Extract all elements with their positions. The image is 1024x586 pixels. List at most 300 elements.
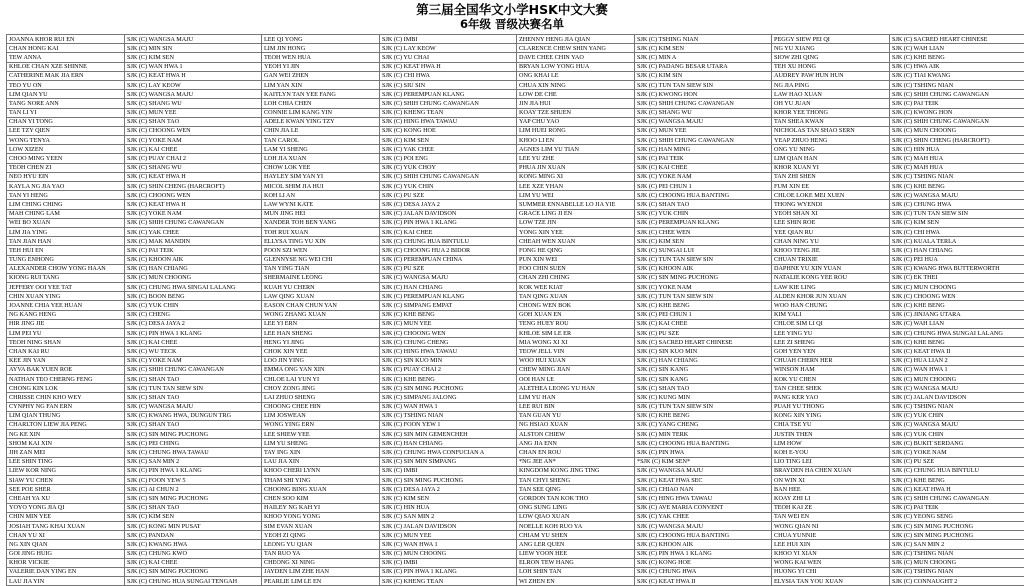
school-name-cell: SJK (C) HING HWA TAWAU [380, 347, 517, 356]
student-name-cell: LIM HUEI RONG [517, 126, 635, 135]
school-name-cell: SJK (C) HIN HUA [890, 145, 1024, 154]
student-name-cell: PHUA JIN XUAN [517, 163, 635, 172]
school-name-cell: SJK (C) PIN HWA 1 KLANG [125, 329, 262, 338]
school-name-cell: SJK (C) PAI TEIK [125, 246, 262, 255]
student-name-cell: ELYSIA TAN YOU XUAN [772, 577, 890, 586]
school-name-cell: SJK (C) AI CHUN 2 [125, 485, 262, 494]
school-name-cell: SJK (C) KAI CHEE [125, 145, 262, 154]
table-row [7, 99, 1024, 108]
student-name-cell: LEE RUI BIN [517, 402, 635, 411]
school-name-cell: SJK (C) KHE BENG [635, 301, 772, 310]
student-name-cell: NATALIE KONG YEE ROU [772, 273, 890, 282]
student-name-cell: FONG HE QING [517, 246, 635, 255]
table-row [7, 182, 1024, 191]
table-row [7, 108, 1024, 117]
school-name-cell: SJK (C) KHE BENG [890, 476, 1024, 485]
student-name-cell: KONG MING XI [517, 172, 635, 181]
school-name-cell: SJK (C) TIAI KWANG [890, 71, 1024, 80]
student-name-cell: LAU JIA XIN [262, 457, 380, 466]
table-row [7, 237, 1024, 246]
student-name-cell: JOANNE CHIA YEE HUAN [7, 301, 125, 310]
student-name-cell: KHLOE CHAN XZE SHINNE [7, 62, 125, 71]
page-subtitle: 6年级 晋级决赛名单 [0, 17, 1024, 31]
student-name-cell: WONG ZHANG XUAN [262, 310, 380, 319]
student-name-cell: LAI ZHUO SHENG [262, 393, 380, 402]
school-name-cell: SJK (C) SHIH CHUNG CAWANGAN [125, 365, 262, 374]
table-row [7, 200, 1024, 209]
student-name-cell: CHUAH CHERN HER [772, 356, 890, 365]
student-name-cell: CHLOE SIM LI QI [772, 319, 890, 328]
student-name-cell: ONG SUNG LING [517, 503, 635, 512]
table-row [7, 402, 1024, 411]
student-name-cell: NG JIA PING [772, 80, 890, 89]
table-row [7, 145, 1024, 154]
student-name-cell: WONG TENYA [7, 136, 125, 145]
school-name-cell: SJK (C) CHUNG CHENG [380, 338, 517, 347]
table-row [7, 411, 1024, 420]
student-name-cell: LOW TZE JIN [517, 218, 635, 227]
school-name-cell: SJK (C) MAH HUA [890, 154, 1024, 163]
student-name-cell: KIM YALI [772, 310, 890, 319]
school-name-cell: SJK (C) WAN HWA 1 [125, 62, 262, 71]
student-name-cell: TEOW JELL VIN [517, 347, 635, 356]
student-name-cell: THAM SHI YING [262, 476, 380, 485]
student-name-cell: TAN RUO YA [262, 549, 380, 558]
school-name-cell: SJK (C) SHIH CHUNG CAWANGAN [380, 99, 517, 108]
student-name-cell: CHEW MING JIAN [517, 365, 635, 374]
student-name-cell: CHOK XIN YEE [262, 347, 380, 356]
school-name-cell: SJK (C) PIN HWA [635, 448, 772, 457]
student-name-cell: ONG YU NING [772, 145, 890, 154]
student-name-cell: MUN JING HEI [262, 209, 380, 218]
student-name-cell: LIM QIAN YU [7, 90, 125, 99]
student-name-cell: KOK YU CHEN [772, 374, 890, 383]
school-name-cell: SJK (C) KEAT HWA II [890, 347, 1024, 356]
student-name-cell: TEW ANNA [7, 53, 125, 62]
student-name-cell: CONNIE LIM KANG YIN [262, 108, 380, 117]
table-row [7, 393, 1024, 402]
student-name-cell: KHOR VICKIE [7, 558, 125, 567]
school-name-cell: SJK (C) LAY KEOW [380, 44, 517, 53]
student-name-cell: LIEW KOR NING [7, 466, 125, 475]
table-row [7, 329, 1024, 338]
school-name-cell: SJK (C) MAH HUA [890, 163, 1024, 172]
school-name-cell: SJK (C) PIN HWA 1 KLANG [125, 466, 262, 475]
student-name-cell: KUAH YU CHERN [262, 283, 380, 292]
student-name-cell: TAN YI HENG [7, 191, 125, 200]
school-name-cell: SJK (C) SAN MIN 2 [380, 512, 517, 521]
school-name-cell: SJK (C) MUN YEE [380, 319, 517, 328]
school-name-cell: SJK (C) KHE BENG [890, 53, 1024, 62]
school-name-cell: SJK (C) SHAN TAO [125, 503, 262, 512]
school-name-cell: SJK (C) YAK CHEE [380, 145, 517, 154]
school-name-cell: SJK (C) WAH LIAN [890, 319, 1024, 328]
student-name-cell: GAN WEI ZHEN [262, 71, 380, 80]
student-name-cell: CHAN ZHI CHING [517, 273, 635, 282]
school-name-cell: SJK (C) WANGSA MAJU [125, 35, 262, 44]
student-name-cell: CHLOE LAI YUN YI [262, 374, 380, 383]
page-title: 第三届全国华文小学HSK中文大赛 [0, 3, 1024, 17]
student-name-cell: CHONG WEN BOK [517, 301, 635, 310]
student-name-cell: PUAH YU THONG [772, 402, 890, 411]
table-row [7, 246, 1024, 255]
student-name-cell: NEO HYU EIN [7, 172, 125, 181]
school-name-cell: SJK (C) CHIAO NAN [635, 485, 772, 494]
school-name-cell: SJK (C) KAI CHEE [635, 319, 772, 328]
student-name-cell: JEFFERY OOI YEE TAT [7, 283, 125, 292]
student-name-cell: CHARLTON LIEW JIA PENG [7, 420, 125, 429]
school-name-cell: SJK (C) HAN CHIANG [635, 356, 772, 365]
school-name-cell: SJK (C) KEAT HWA H [125, 71, 262, 80]
student-name-cell: YEOH YI JIN [262, 62, 380, 71]
student-name-cell: CHAN YU XI [7, 531, 125, 540]
school-name-cell: SJK (C) KIM SEN [125, 512, 262, 521]
school-name-cell: SJK (C) SHAN TAO [125, 117, 262, 126]
table-row [7, 356, 1024, 365]
student-name-cell: CHOO MING YEEN [7, 154, 125, 163]
student-name-cell: JOANNA KHOR RUI EN [7, 35, 125, 44]
school-name-cell: SJK (C) PAI TEIK [635, 154, 772, 163]
student-name-cell: KINGDOM KONG JING TING [517, 466, 635, 475]
school-name-cell: SJK (C) HAN CHIANG [125, 264, 262, 273]
student-name-cell: CHIA TSE YU [772, 420, 890, 429]
school-name-cell: SJK (C) PEI CHUN 1 [635, 310, 772, 319]
school-name-cell: SJK (C) KAI CHEE [635, 163, 772, 172]
school-name-cell: SJK (C) YOKE NAM [635, 283, 772, 292]
student-name-cell: VALERIE DAN YING EN [7, 567, 125, 576]
school-name-cell: SJK (C) TSHING NIAN [890, 567, 1024, 576]
student-name-cell: KHOR XUAN YI [772, 163, 890, 172]
school-name-cell: SJK (C) YAK CHEE [635, 512, 772, 521]
school-name-cell: SJK (C) TSHING NIAN [890, 80, 1024, 89]
student-name-cell: EMMA ONG YAN XIN [262, 365, 380, 374]
student-name-cell: GOI JING HUIG [7, 549, 125, 558]
school-name-cell: SJK (C) HAN CHIANG [380, 439, 517, 448]
student-name-cell: LOH JIA XUAN [262, 154, 380, 163]
school-name-cell: SJK (C) PIN HWA 1 KLANG [380, 567, 517, 576]
student-name-cell: YAP CHU YAO [517, 117, 635, 126]
school-name-cell: SJK (C) FOON YEW 1 [380, 420, 517, 429]
school-name-cell: SJK (C) KUALA TERLA [890, 237, 1024, 246]
school-name-cell: SJK (C) JINJANG UTARA [890, 310, 1024, 319]
student-name-cell: GOH YEN YEN [772, 347, 890, 356]
student-name-cell: *NG JEE AN* [517, 457, 635, 466]
school-name-cell: SJK (C) SHANG WU [125, 99, 262, 108]
school-name-cell: SJK (C) PEI HUA [890, 255, 1024, 264]
school-name-cell: SJK (C) SIN KUO MIN [380, 356, 517, 365]
school-name-cell: SJK (C) SIN MING PUCHONG [125, 494, 262, 503]
student-name-cell: WONG YING ERN [262, 420, 380, 429]
school-name-cell: SJK (C) HAN CHIANG [380, 283, 517, 292]
student-name-cell: SHOM KAI XIN [7, 439, 125, 448]
student-name-cell: FUM XIN EE [772, 182, 890, 191]
student-name-cell: ADELE KWAN YING TZY [262, 117, 380, 126]
student-name-cell: LOW DE CHE [517, 90, 635, 99]
school-name-cell: SJK (C) MUN CHOONG [890, 558, 1024, 567]
student-name-cell: KHOO CHERI LYNN [262, 466, 380, 475]
school-name-cell: SJK (C) KHENG TEAN [380, 577, 517, 586]
school-name-cell: SJK (C) KEAT HWA H [890, 485, 1024, 494]
school-name-cell: SJK (C) CHOONG HUA BANTING [635, 191, 772, 200]
school-name-cell: SJK (C) SHIH CHUNG CAWANGAN [890, 494, 1024, 503]
school-name-cell: SJK (C) CHOONG WEN [380, 329, 517, 338]
school-name-cell: SJK (C) BUKIT SERDANG [890, 439, 1024, 448]
student-name-cell: KOK WEE KIAT [517, 283, 635, 292]
student-name-cell: LOW QIAO XUAN [517, 512, 635, 521]
school-name-cell: SJK (C) YU CHAI [380, 53, 517, 62]
student-name-cell: ANG JIA ENN [517, 439, 635, 448]
header [0, 0, 1024, 33]
school-name-cell: SJK (C) BOON BENG [125, 292, 262, 301]
school-name-cell: SJK (C) CHENG [125, 310, 262, 319]
school-name-cell: SJK (C) YUK CHIN [890, 411, 1024, 420]
school-name-cell: SJK (C) WU TECK [125, 347, 262, 356]
school-name-cell: SJK (C) KONG MIN PUSAT [125, 521, 262, 530]
school-name-cell: SJK (C) SACRED HEART CHINESE [890, 35, 1024, 44]
school-name-cell: SJK (C) YUK CHIN [125, 301, 262, 310]
school-name-cell: SJK (C) KHE BENG [635, 411, 772, 420]
student-name-cell: ONG KHAI LE [517, 71, 635, 80]
school-name-cell: SJK (C) KHOON AIK [635, 264, 772, 273]
student-name-cell: ELLYSA TING YU XIN [262, 237, 380, 246]
school-name-cell: SJK (C) SIN MING PUCHONG [890, 521, 1024, 530]
student-name-cell: LOW XIZEN [7, 145, 125, 154]
school-name-cell: SJK (C) CHOONG HUA BANTING [635, 531, 772, 540]
school-name-cell: SJK (C) FOON YEW 5 [125, 476, 262, 485]
school-name-cell: SJK (C) KHOON AIK [635, 540, 772, 549]
student-name-cell: HIR JING JIE [7, 319, 125, 328]
school-name-cell: SJK (C) YOKE NAM [125, 136, 262, 145]
table-row [7, 310, 1024, 319]
student-name-cell: TEH XU HONG [772, 62, 890, 71]
school-name-cell: SJK (C) YUK CHIN [635, 209, 772, 218]
student-name-cell: BRYAN LOW YONG HUA [517, 62, 635, 71]
student-name-cell: TAN YING TIAN [262, 264, 380, 273]
table-row [7, 163, 1024, 172]
student-name-cell: HUONG YI CHI [772, 567, 890, 576]
student-name-cell: KAYLA NG JIA YAO [7, 182, 125, 191]
student-name-cell: XANDER TOH BEN YANG [262, 218, 380, 227]
student-name-cell: WOO HAN CHUNG [772, 301, 890, 310]
school-name-cell: SJK (C) KWANG HWA BUTTERWORTH [890, 264, 1024, 273]
school-name-cell: SJK (C) TSHING NIAN [890, 549, 1024, 558]
school-name-cell: SJK (C) DESA JAYA 2 [380, 200, 517, 209]
table-row [7, 80, 1024, 89]
student-name-cell: KOH E-YOU [772, 448, 890, 457]
student-name-cell: LAM YI SHENG [262, 145, 380, 154]
school-name-cell: SJK (C) IMBI [380, 466, 517, 475]
school-name-cell: SJK (C) IMBI [380, 35, 517, 44]
school-name-cell: SJK (C) CHUNG KWO [125, 549, 262, 558]
school-name-cell: SJK (C) KHE BENG [890, 182, 1024, 191]
student-name-cell: PEARLIE LIM LE EN [262, 577, 380, 586]
school-name-cell: SJK (C) KAI CHEE [380, 227, 517, 236]
student-name-cell: SUMMER ENNABELLE LO JIA YIE [517, 200, 635, 209]
student-name-cell: JAYDEN LIM ZHE HAN [262, 567, 380, 576]
school-name-cell: SJK (C) HAN CHIANG [890, 246, 1024, 255]
student-name-cell: CHEAH YA XU [7, 494, 125, 503]
student-name-cell: TAN SHEA KWAN [772, 117, 890, 126]
table-row [7, 485, 1024, 494]
student-name-cell: TAN CHYI SHENG [517, 476, 635, 485]
school-name-cell: SJK (C) PUAY CHAI 2 [380, 365, 517, 374]
school-name-cell: SJK (C) PANDAN [125, 531, 262, 540]
student-name-cell: OOI HAN LE [517, 374, 635, 383]
school-name-cell: SJK (C) PIN HWA 1 KLANG [380, 218, 517, 227]
student-name-cell: ALSTON CHIEW [517, 430, 635, 439]
student-name-cell: CHOONG BING XUAN [262, 485, 380, 494]
student-name-cell: LIM CHING CHING [7, 200, 125, 209]
school-name-cell: SJK (C) AVE MARIA CONVENT [635, 503, 772, 512]
student-name-cell: CHIAM YU SHEN [517, 531, 635, 540]
student-name-cell: TAN CAROL [262, 136, 380, 145]
school-name-cell: SJK (C) CHOONG WEN [125, 126, 262, 135]
table-row [7, 494, 1024, 503]
school-name-cell: SJK (C) CHUNG HUA BINTULU [890, 466, 1024, 475]
student-name-cell: KIONG RUI TANG [7, 273, 125, 282]
student-name-cell: LAW QING XUAN [262, 292, 380, 301]
school-name-cell: SJK (C) SHAN TAO [125, 393, 262, 402]
school-name-cell: SJK (C) MUN CHOONG [890, 283, 1024, 292]
student-name-cell: CHAN YI TONG [7, 117, 125, 126]
student-name-cell: CHAN HONG KAI [7, 44, 125, 53]
school-name-cell: SJK (C) PU SZE [380, 264, 517, 273]
school-name-cell: SJK (C) WANGSA MAJU [890, 191, 1024, 200]
school-name-cell: SJK (C) SIMPANG EMPAT [380, 301, 517, 310]
school-name-cell: SJK (C) KAI CHEE [125, 558, 262, 567]
student-name-cell: KHOR YEE THONG [772, 108, 890, 117]
student-name-cell: EASON CHAN CHUN YAN [262, 301, 380, 310]
student-name-cell: TAN ZHI SHEN [772, 172, 890, 181]
student-name-cell: LIM JIA YING [7, 227, 125, 236]
school-name-cell: SJK (C) JALAN DAVIDSON [380, 209, 517, 218]
school-name-cell: SJK (C) YUK CHIN [380, 182, 517, 191]
school-name-cell: SJK (C) CHUNG HUA BINTULU [380, 237, 517, 246]
student-name-cell: DAVE CHEE CHIN YAO [517, 53, 635, 62]
table-row [7, 531, 1024, 540]
school-name-cell: SJK (C) HING HWA TAWAU [380, 117, 517, 126]
student-name-cell: YONG XIN YEE [517, 227, 635, 236]
school-name-cell: SJK (C) JALAN DAVIDSON [890, 393, 1024, 402]
school-name-cell: SJK (C) KHE BENG [890, 338, 1024, 347]
student-name-cell: POON SZI WEN [262, 246, 380, 255]
school-name-cell: SJK (C) YAK CHEE [125, 227, 262, 236]
school-name-cell: SJK (C) SHIH CHUNG CAWANGAN [125, 218, 262, 227]
table-row [7, 218, 1024, 227]
student-name-cell: LIM JOSWEAN [262, 411, 380, 420]
student-name-cell: NG YU XIANG [772, 44, 890, 53]
school-name-cell: SJK (C) YEONG SENG [890, 512, 1024, 521]
school-name-cell: SJK (C) CHOONG WEN [890, 292, 1024, 301]
school-name-cell: SJK (C) TSHING NIAN [890, 402, 1024, 411]
table-row [7, 209, 1024, 218]
school-name-cell: SJK (C) MUN YEE [380, 531, 517, 540]
school-name-cell: SJK (C) CHOONG HUA BANTING [635, 439, 772, 448]
student-name-cell: TEO YU ON [7, 80, 125, 89]
student-name-cell: LEE YING YU [772, 329, 890, 338]
school-name-cell: SJK (C) KHENG TEAN [380, 108, 517, 117]
student-name-cell: YEOH ZI QING [262, 531, 380, 540]
student-name-cell: TEOH KAI ZE [772, 503, 890, 512]
table-row [7, 283, 1024, 292]
student-name-cell: LIM YU HAN [517, 393, 635, 402]
school-name-cell: SJK (C) SIN MIN GEMENCHEH [380, 430, 517, 439]
student-name-cell: LEE HUI XIN [772, 540, 890, 549]
student-name-cell: TAY ING XIN [262, 448, 380, 457]
school-name-cell: SJK (C) KIM SEN [890, 218, 1024, 227]
school-name-cell: SJK (C) SHANG WU [635, 108, 772, 117]
school-name-cell: SJK (C) MIN SIN [125, 44, 262, 53]
student-name-cell: LAW HAO XUAN [772, 90, 890, 99]
student-name-cell: LEE XZE YHAN [517, 182, 635, 191]
school-name-cell: SJK (C) LAY KEOW [125, 80, 262, 89]
school-name-cell: SJK (C) PAI TEIK [890, 503, 1024, 512]
school-name-cell: SJK (C) PEREMPUAN KLANG [380, 292, 517, 301]
school-name-cell: SJK (C) TUN TAN SIEW SIN [635, 80, 772, 89]
student-name-cell: TOH RUI XUAN [262, 227, 380, 236]
student-name-cell: WEI BO XUAN [7, 218, 125, 227]
student-name-cell: KOAY TZE SHUEN [517, 108, 635, 117]
student-name-cell: TAN LI YI [7, 108, 125, 117]
school-name-cell: SJK (C) WANGSA MAJU [890, 384, 1024, 393]
student-name-cell: WINSON HAM [772, 365, 890, 374]
table-row [7, 172, 1024, 181]
student-name-cell: CHEONG XI NING [262, 558, 380, 567]
table-row [7, 448, 1024, 457]
student-name-cell: WOO HUI XUAN [517, 356, 635, 365]
student-name-cell: JIH ZAN MEI [7, 448, 125, 457]
student-name-cell: KHOO YONG YONG [262, 512, 380, 521]
school-name-cell: SJK (C) WAH LIAN [890, 44, 1024, 53]
school-name-cell: SJK (C) WANGSA MAJU [380, 273, 517, 282]
school-name-cell: SJK (C) PIN HWA 1 KLANG [635, 549, 772, 558]
school-name-cell: SJK (C) SHAN TAO [125, 374, 262, 383]
school-name-cell: SJK (C) SHAN TAO [125, 420, 262, 429]
student-name-cell: LIM JIN HONG [262, 44, 380, 53]
student-name-cell: MAH CHING LAM [7, 209, 125, 218]
table-row [7, 439, 1024, 448]
school-name-cell: SJK (C) SIN MING PUCHONG [125, 567, 262, 576]
school-name-cell: SJK (C) WANGSA MAJU [635, 466, 772, 475]
school-name-cell: SJK (C) KHOON AIK [125, 255, 262, 264]
school-name-cell: SJK (C) CHUNG HWA [635, 567, 772, 576]
school-name-cell: SJK (C) CONNAUGHT 2 [890, 577, 1024, 586]
student-name-cell: KOAY ZHI LI [772, 494, 890, 503]
student-name-cell: LEE QI YONG [262, 35, 380, 44]
school-name-cell: SJK (C) PEI CHING [125, 439, 262, 448]
table-row [7, 540, 1024, 549]
student-name-cell: TAN JIAN HAN [7, 237, 125, 246]
student-name-cell: CHEN SOO KIM [262, 494, 380, 503]
school-name-cell: SJK (C) CHI HWA [380, 71, 517, 80]
student-name-cell: ON WIN XI [772, 476, 890, 485]
school-name-cell: SJK (C) SHIH CHUNG CAWANGAN [635, 136, 772, 145]
school-name-cell: SJK (C) TSHING NIAN [890, 172, 1024, 181]
school-name-cell: SJK (C) KIM SEN [125, 53, 262, 62]
student-name-cell: HENG YI JING [262, 338, 380, 347]
school-name-cell: SJK (C) CHUNG HWA SINGAI LALANG [125, 283, 262, 292]
table-row [7, 117, 1024, 126]
student-name-cell: CHOY ZONG JING [262, 384, 380, 393]
school-name-cell: SJK (C) CHUNG HWA [890, 200, 1024, 209]
student-name-cell: TAN QING XUAN [517, 292, 635, 301]
school-name-cell: SJK (C) SIN KANG [635, 365, 772, 374]
table-row [7, 35, 1024, 44]
student-name-cell: SIAW YU CHEN [7, 476, 125, 485]
school-name-cell: SJK (C) YOKE NAM [635, 172, 772, 181]
school-name-cell: SJK (C) YOKE NAM [125, 209, 262, 218]
student-name-cell: JIN JIA HUI [517, 99, 635, 108]
